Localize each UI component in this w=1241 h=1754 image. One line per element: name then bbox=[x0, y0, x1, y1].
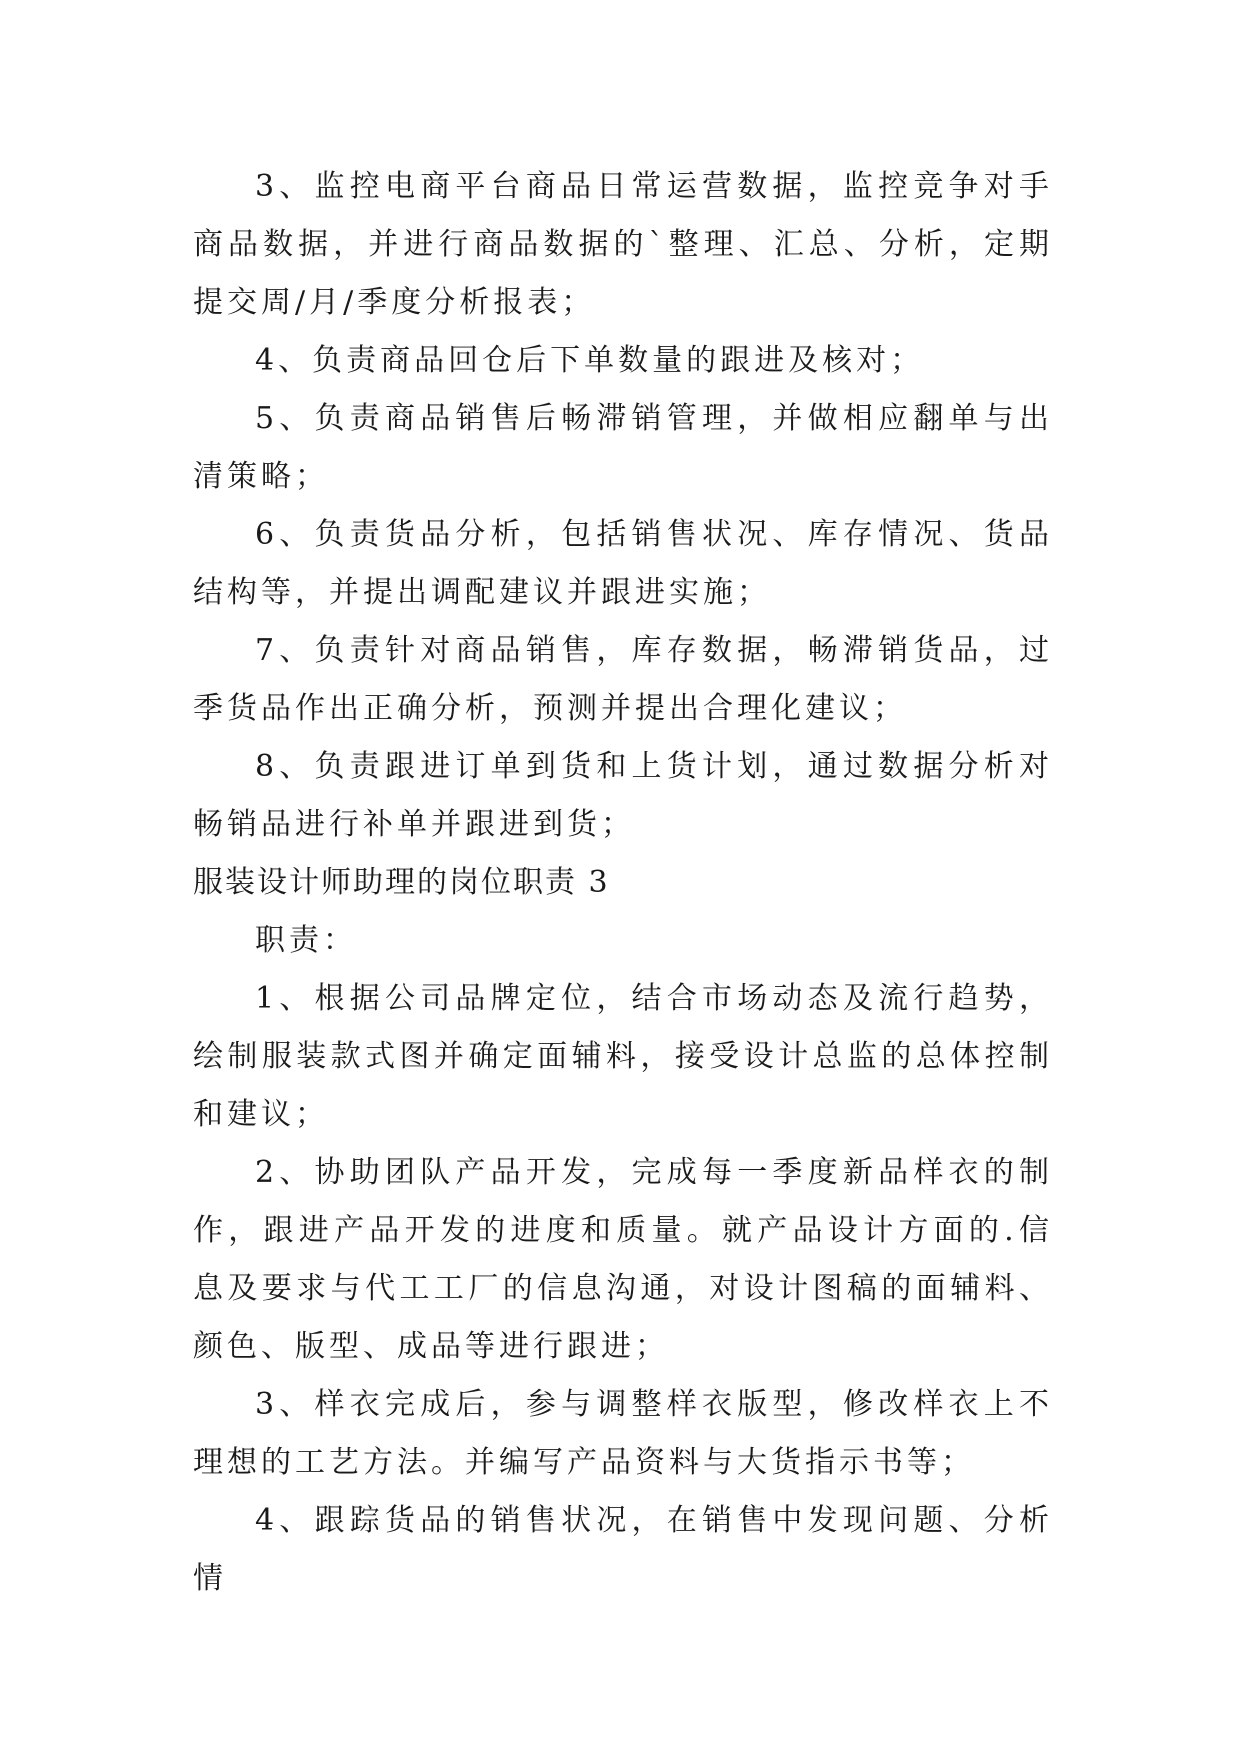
paragraph-item-3-monitoring: 3、监控电商平台商品日常运营数据，监控竞争对手商品数据，并进行商品数据的`整理、汇总、分析，定期提交周/月/季度分析报表； bbox=[193, 169, 1053, 320]
section-heading: 服装设计师助理的岗位职责 3 bbox=[193, 865, 610, 900]
paragraph-item-4-order-check: 4、负责商品回仓后下单数量的跟进及核对； bbox=[255, 343, 925, 378]
paragraph-duty-4-sales-tracking: 4、跟踪货品的销售状况，在销售中发现问题、分析情 bbox=[193, 1503, 1053, 1596]
document-body bbox=[193, 158, 1053, 1608]
paragraph-item-7-forecast: 7、负责针对商品销售，库存数据，畅滞销货品，过季货品作出正确分析，预测并提出合理化建议； bbox=[193, 633, 1053, 726]
responsibilities-subheading: 职责： bbox=[255, 923, 357, 958]
paragraph-duty-2-development: 2、协助团队产品开发，完成每一季度新品样衣的制作，跟进产品开发的进度和质量。就产品设计方面的.信息及要求与代工工厂的信息沟通，对设计图稿的面辅料、颜色、版型、成品等进行跟进； bbox=[193, 1155, 1053, 1364]
paragraph-item-8-replenishment: 8、负责跟进订单到货和上货计划，通过数据分析对畅销品进行补单并跟进到货； bbox=[193, 749, 1053, 842]
paragraph-duty-3-sample-adjust: 3、样衣完成后，参与调整样衣版型，修改样衣上不理想的工艺方法。并编写产品资料与大货指示书等； bbox=[193, 1387, 1053, 1480]
paragraph-item-5-sales-management: 5、负责商品销售后畅滞销管理，并做相应翻单与出清策略； bbox=[193, 401, 1053, 494]
paragraph-duty-1-design: 1、根据公司品牌定位，结合市场动态及流行趋势，绘制服装款式图并确定面辅料，接受设计总监的总体控制和建议； bbox=[193, 981, 1053, 1132]
paragraph-item-6-goods-analysis: 6、负责货品分析，包括销售状况、库存情况、货品结构等，并提出调配建议并跟进实施； bbox=[193, 517, 1053, 610]
